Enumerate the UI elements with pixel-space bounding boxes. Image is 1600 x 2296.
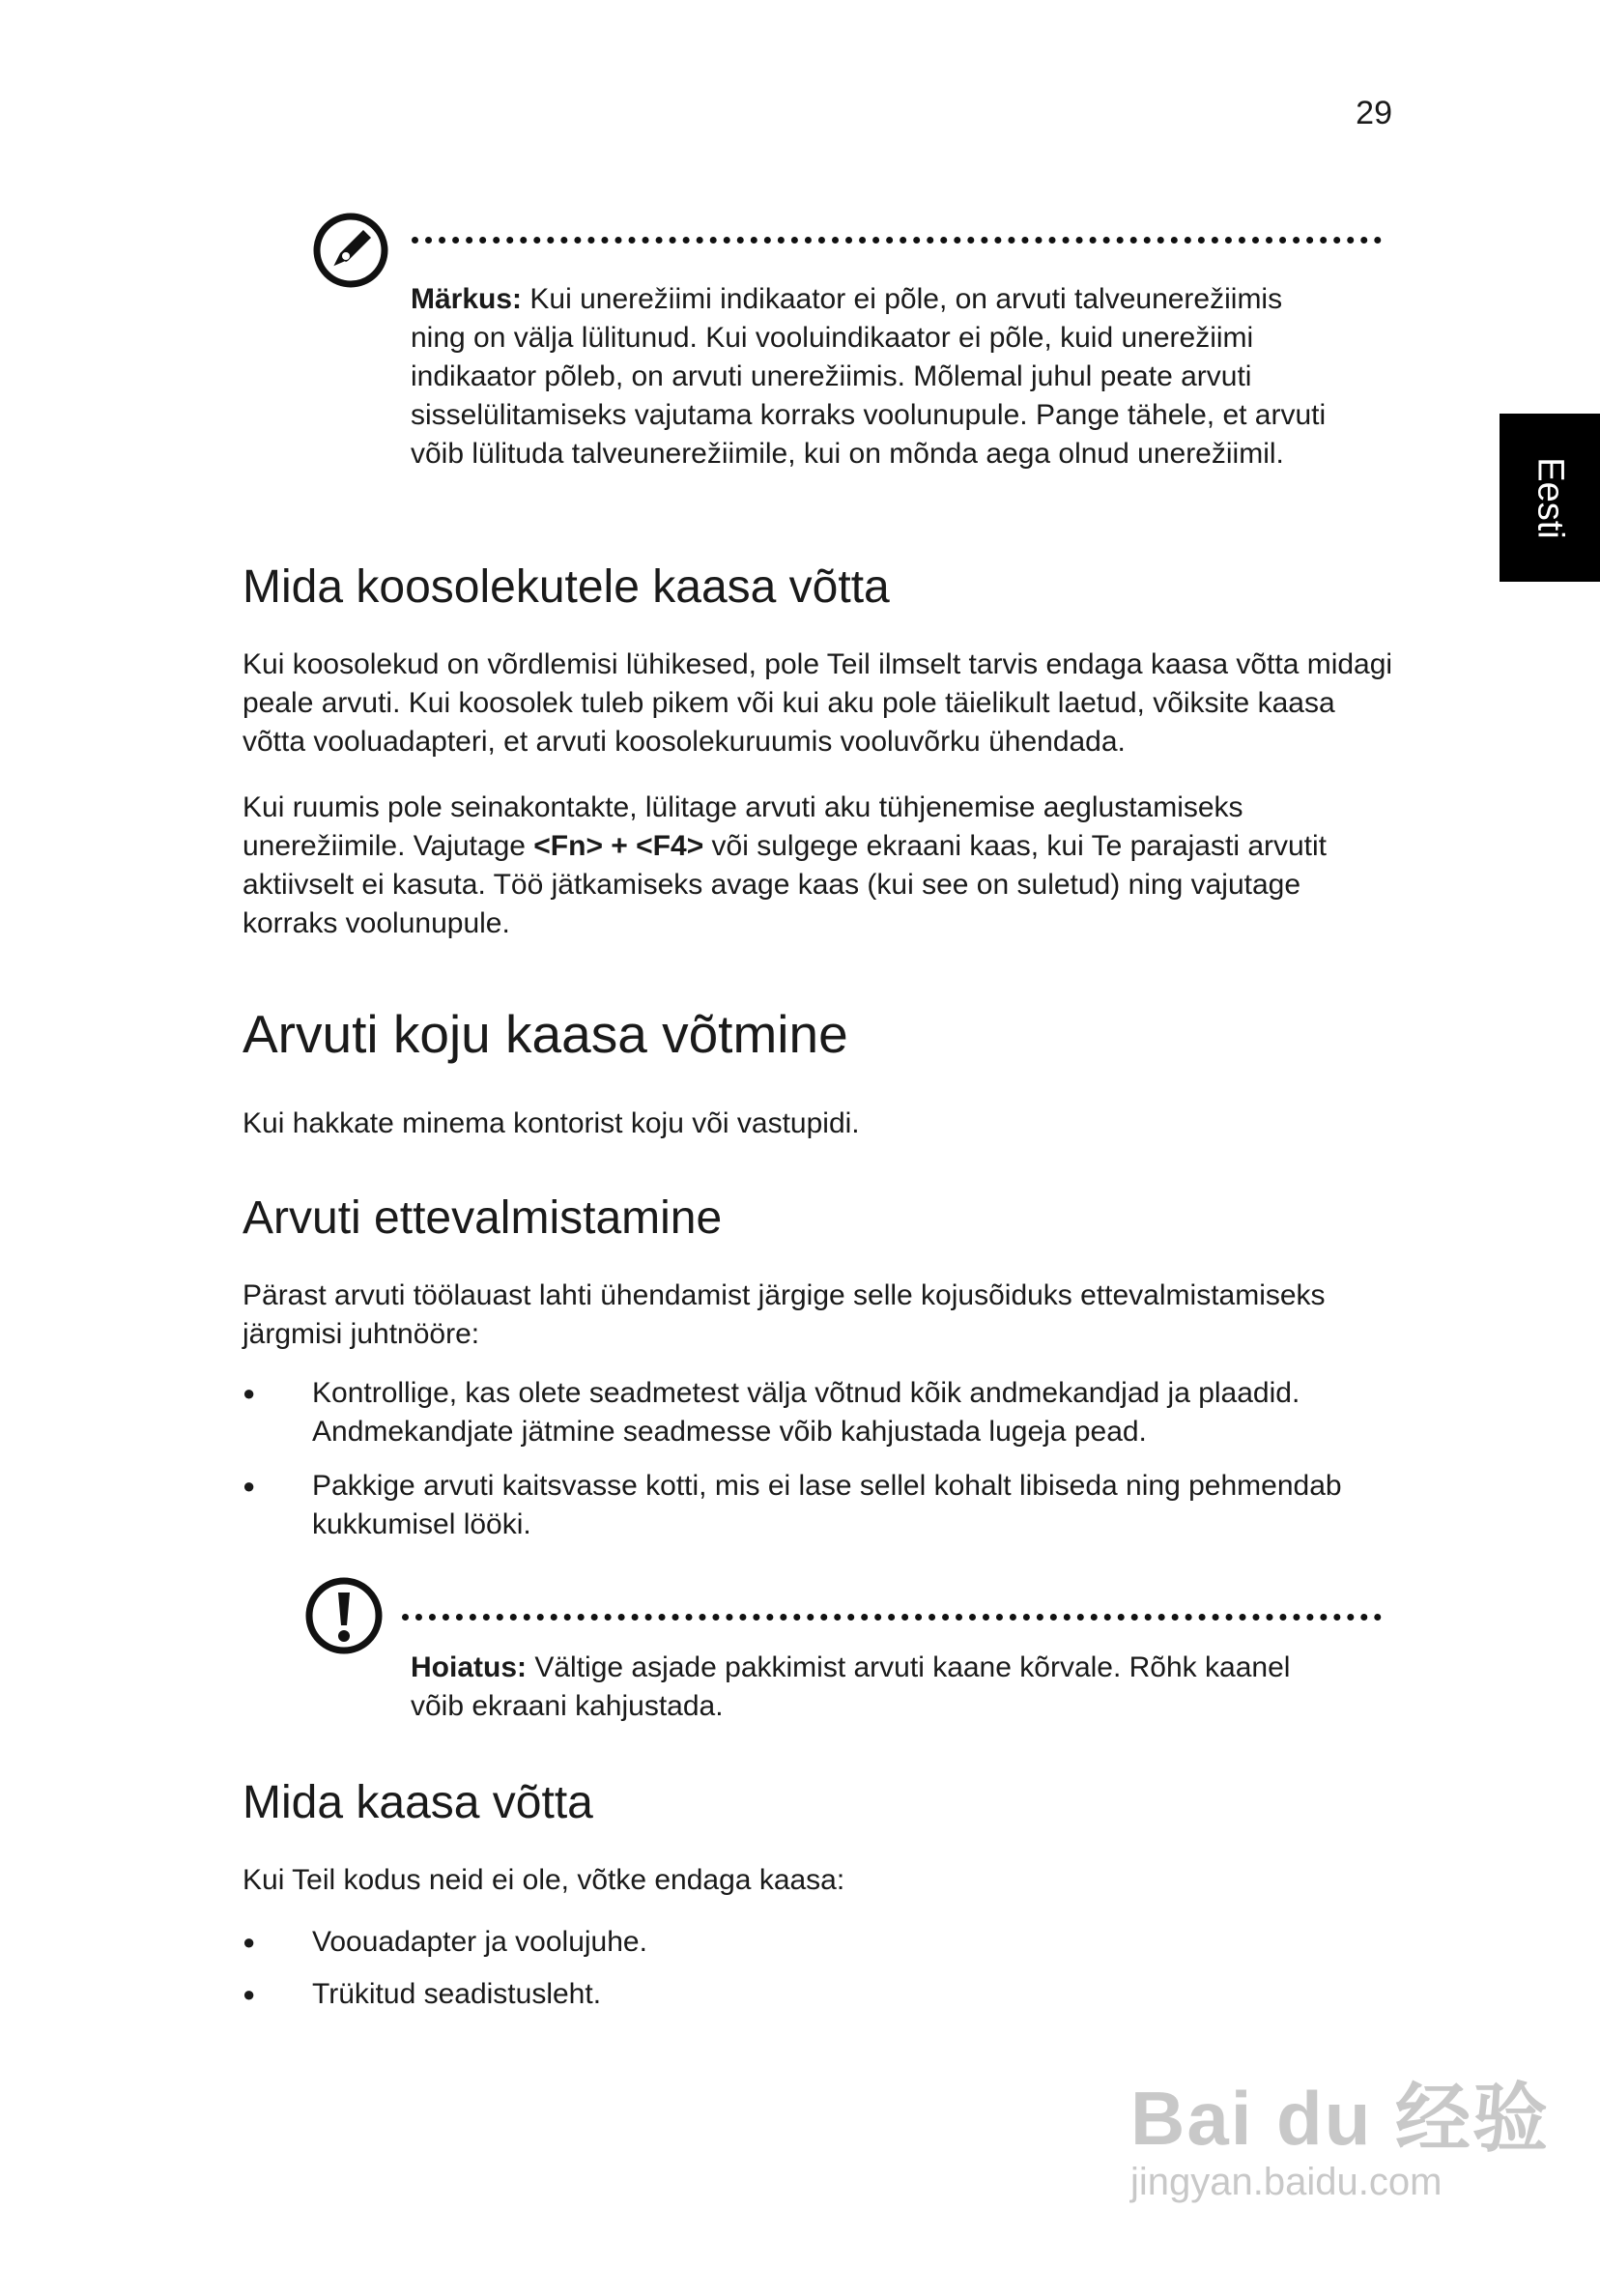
note-body: Kui unerežiimi indikaator ei põle, on arvuti talveunerežiimis ning on välja lülitunud. Kui vooluindikaator ei põle, kuid unerežiimi indikaator põleb, on arvuti unerežiimis. Mõlemal juhul peate arvuti sisselülitamiseks vajutama korraks voolunupule. Pange tähele, et arvuti võib lülituda talveunerežiimile, kui on mõnda aega olnud unerežiimil. <box>411 283 1327 470</box>
meetings-paragraph-2-end: või sulgege ekraani kaas, kui Te parajasti arvutit aktiivselt ei kasuta. Töö jätkamiseks avage kaas (kui see on suletud) ning vajutage korraks voolunupule. <box>243 830 1328 939</box>
watermark-url: jingyan.baidu.com <box>1130 2161 1443 2203</box>
list-item: ● Pakkige arvuti kaitsvasse kotti, mis ei lase sellel kohalt libiseda ning pehmendab kukkumisel lööki. <box>243 1467 1423 1544</box>
note-divider <box>412 237 1382 244</box>
language-tab-label: Eesti <box>1529 456 1571 539</box>
section-heading-meetings: Mida koosolekutele kaasa võtta <box>243 561 890 613</box>
language-tab <box>1500 414 1600 582</box>
note-icon-wrap <box>311 211 390 295</box>
warning-label: Hoiatus: <box>411 1651 527 1683</box>
preparing-intro: Pärast arvuti töölauast lahti ühendamist järgige selle kojusõiduks ettevalmistamiseks järgmisi juhtnööre: <box>243 1279 1326 1350</box>
meetings-paragraph-2-start: Kui ruumis pole seinakontakte, lülitage arvuti aku tühjenemise aeglustamiseks unerežiimile. Vajutage <box>243 791 1243 862</box>
pen-note-icon <box>311 211 390 290</box>
list-item: ● Voouadapter ja voolujuhe. <box>243 1923 1423 1962</box>
exclamation-warning-icon <box>303 1575 385 1656</box>
what-to-take-intro: Kui Teil kodus neid ei ole, võtke endaga kaasa: <box>243 1864 845 1896</box>
section-heading-what-to-take: Mida kaasa võtta <box>243 1777 593 1828</box>
taking-home-intro: Kui hakkate minema kontorist koju või vastupidi. <box>243 1107 860 1139</box>
warning-text <box>411 1649 1338 1726</box>
note-label: Märkus: <box>411 283 523 315</box>
warning-body: Vältige asjade pakkimist arvuti kaane kõrvale. Rõhk kaanel võib ekraani kahjustada. <box>411 1651 1291 1722</box>
key-combo: <Fn> + <F4> <box>533 830 704 862</box>
list-item: ● Trükitud seadistusleht. <box>243 1975 1423 2014</box>
warning-icon-wrap <box>303 1575 385 1661</box>
list-item: ● Kontrollige, kas olete seadmetest välja võtnud kõik andmekandjad ja plaadid. Andmekandjate jätmine seadmesse võib kahjustada lugeja pead. <box>243 1374 1423 1451</box>
meetings-paragraph-2 <box>243 789 1402 943</box>
section-heading-taking-home: Arvuti koju kaasa võtmine <box>243 1004 848 1064</box>
meetings-paragraph-1: Kui koosolekud on võrdlemisi lühikesed, pole Teil ilmselt tarvis endaga kaasa võtta midagi peale arvuti. Kui koosolek tuleb pikem või kui aku pole täielikult laetud, võiksite kaasa võtta vooluadapteri, et arvuti koosolekuruumis vooluvõrku ühendada. <box>243 648 1393 758</box>
preparing-list <box>243 1374 1423 1544</box>
watermark-logo: Bai du 经验 <box>1130 2076 1551 2161</box>
note-text <box>411 280 1338 474</box>
what-to-take-list <box>243 1923 1423 2014</box>
page-number: 29 <box>1356 95 1392 131</box>
section-heading-preparing: Arvuti ettevalmistamine <box>243 1192 723 1244</box>
watermark <box>1130 2058 1550 2204</box>
warning-divider <box>402 1614 1382 1621</box>
